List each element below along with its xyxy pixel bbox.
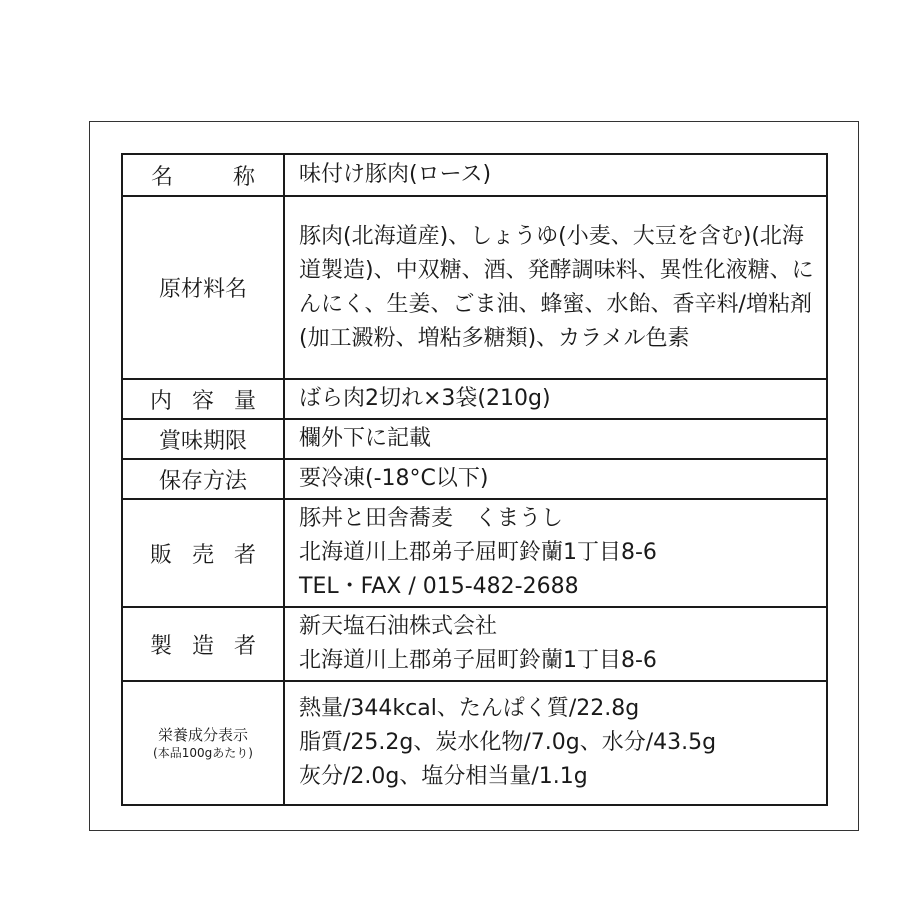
key-name: 名 称: [122, 154, 284, 196]
value-ingredients: 豚肉(北海道産)、しょうゆ(小麦、大豆を含む)(北海道製造)、中双糖、酒、発酵調味料、異性化液糖、にんにく、生姜、ごま油、蜂蜜、水飴、香辛料/増粘剤(加工澱粉、増粘多糖類)、カラメル色素: [284, 196, 827, 379]
manufacturer-address: 北海道川上郡弟子屈町鈴蘭1丁目8-6: [299, 648, 657, 673]
seller-name: 豚丼と田舎蕎麦 くまうし: [299, 506, 564, 531]
nutrition-key-sub: (本品100gあたり): [153, 746, 253, 760]
value-name: 味付け豚肉(ロース): [284, 154, 827, 196]
value-manufacturer: [284, 607, 827, 681]
seller-address: 北海道川上郡弟子屈町鈴蘭1丁目8-6: [299, 540, 657, 565]
row-nutrition: [122, 681, 827, 805]
row-storage: [122, 459, 827, 499]
value-best-before: 欄外下に記載: [284, 419, 827, 459]
value-content: ばら肉2切れ×3袋(210g): [284, 379, 827, 419]
key-storage: 保存方法: [122, 459, 284, 499]
manufacturer-name: 新天塩石油株式会社: [299, 614, 498, 639]
row-ingredients: [122, 196, 827, 379]
value-seller: [284, 499, 827, 607]
value-storage: 要冷凍(-18°C以下): [284, 459, 827, 499]
key-nutrition: [122, 681, 284, 805]
seller-phone: TEL・FAX / 015-482-2688: [299, 574, 579, 599]
key-best-before: 賞味期限: [122, 419, 284, 459]
row-content: [122, 379, 827, 419]
nutrition-line-2: 脂質/25.2g、炭水化物/7.0g、水分/43.5g: [299, 730, 717, 755]
key-content: 内 容 量: [122, 379, 284, 419]
row-manufacturer: [122, 607, 827, 681]
nutrition-key-main: 栄養成分表示: [157, 726, 248, 744]
nutrition-line-1: 熱量/344kcal、たんぱく質/22.8g: [299, 696, 640, 721]
food-label-table: [121, 153, 828, 806]
key-seller: 販 売 者: [122, 499, 284, 607]
row-name: [122, 154, 827, 196]
value-nutrition: [284, 681, 827, 805]
row-best-before: [122, 419, 827, 459]
key-manufacturer: 製 造 者: [122, 607, 284, 681]
row-seller: [122, 499, 827, 607]
nutrition-line-3: 灰分/2.0g、塩分相当量/1.1g: [299, 764, 588, 789]
key-ingredients: 原材料名: [122, 196, 284, 379]
